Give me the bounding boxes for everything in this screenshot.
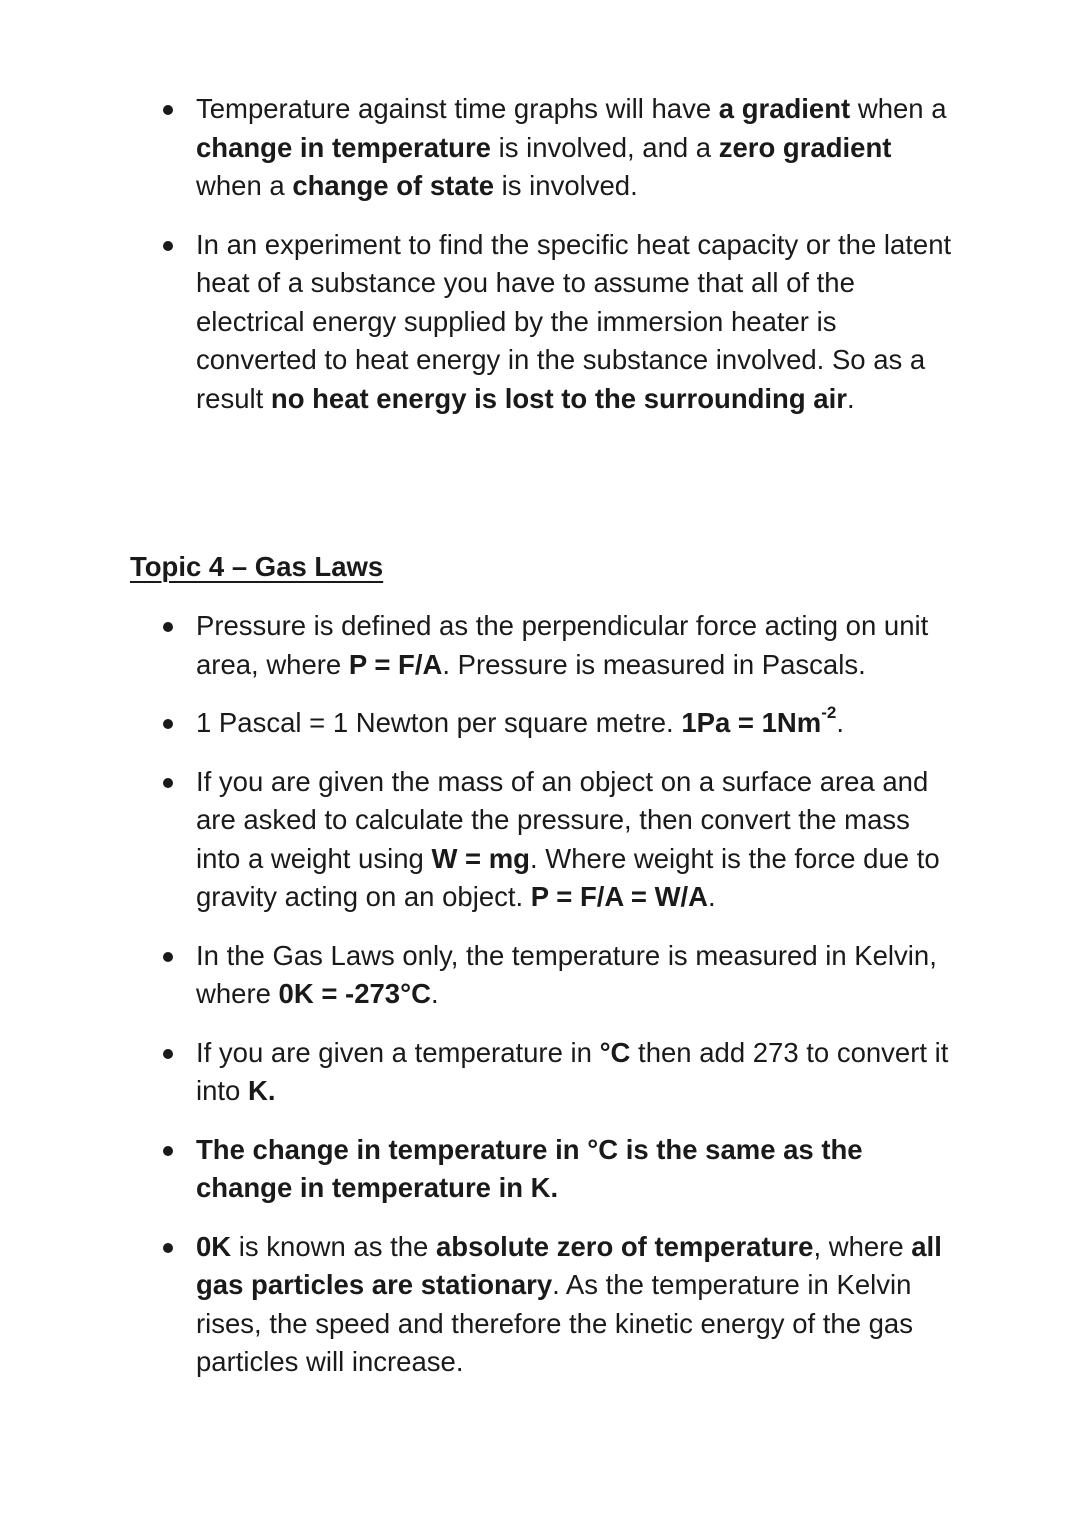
bullet-text: The change in temperature in °C is the same as the change in temperature in K. bbox=[196, 1133, 863, 1203]
bullet-item bbox=[0, 704, 956, 743]
bullet-item bbox=[0, 607, 956, 684]
bullet-text: 0K is known as the absolute zero of temperature, where all gas particles are stationary. As the temperature in Kelvin rises, the speed and therefore the kinetic energy of the gas particles will increase. bbox=[196, 1230, 942, 1377]
bullet-dot-icon bbox=[163, 952, 173, 962]
bullet-item bbox=[0, 937, 956, 1014]
bullet-text: Temperature against time graphs will have a gradient when a change in temperature is involved, and a zero gradient when a change of state is involved. bbox=[196, 93, 947, 201]
bullet-item bbox=[0, 763, 956, 917]
gas-laws-bullet-list bbox=[0, 607, 1080, 1382]
bullet-item bbox=[0, 1131, 956, 1208]
bullet-item bbox=[0, 226, 956, 419]
section-heading: Topic 4 – Gas Laws bbox=[130, 551, 384, 582]
bullet-dot-icon bbox=[163, 1243, 173, 1253]
bullet-dot-icon bbox=[163, 778, 173, 788]
intro-bullet-list bbox=[0, 90, 1080, 418]
bullet-item bbox=[0, 90, 956, 206]
bullet-dot-icon bbox=[163, 1049, 173, 1059]
bullet-item bbox=[0, 1228, 956, 1382]
bullet-item bbox=[0, 1034, 956, 1111]
bullet-text: If you are given a temperature in °C then add 273 to convert it into K. bbox=[196, 1036, 949, 1106]
bullet-text: Pressure is defined as the perpendicular force acting on unit area, where P = F/A. Pressure is measured in Pascals. bbox=[196, 610, 929, 680]
bullet-dot-icon bbox=[163, 719, 173, 729]
bullet-text: In an experiment to find the specific heat capacity or the latent heat of a substance you have to assume that all of the electrical energy supplied by the immersion heater is converted to heat energy in the substance involved. So as a result no heat energy is lost to the surrounding air. bbox=[196, 228, 952, 414]
bullet-text: In the Gas Laws only, the temperature is measured in Kelvin, where 0K = -273°C. bbox=[196, 939, 937, 1009]
bullet-text: 1 Pascal = 1 Newton per square metre. $1Pa = 1Nm^{-2}$. bbox=[196, 702, 844, 738]
bullet-text: If you are given the mass of an object on a surface area and are asked to calculate the pressure, then convert the mass into a weight using W = mg. Where weight is the force due to gravity acting on an object. P = F/A = W/A. bbox=[196, 765, 940, 912]
bullet-dot-icon bbox=[163, 1146, 173, 1156]
bullet-dot-icon bbox=[163, 241, 173, 251]
bullet-dot-icon bbox=[163, 105, 173, 115]
bullet-dot-icon bbox=[163, 622, 173, 632]
